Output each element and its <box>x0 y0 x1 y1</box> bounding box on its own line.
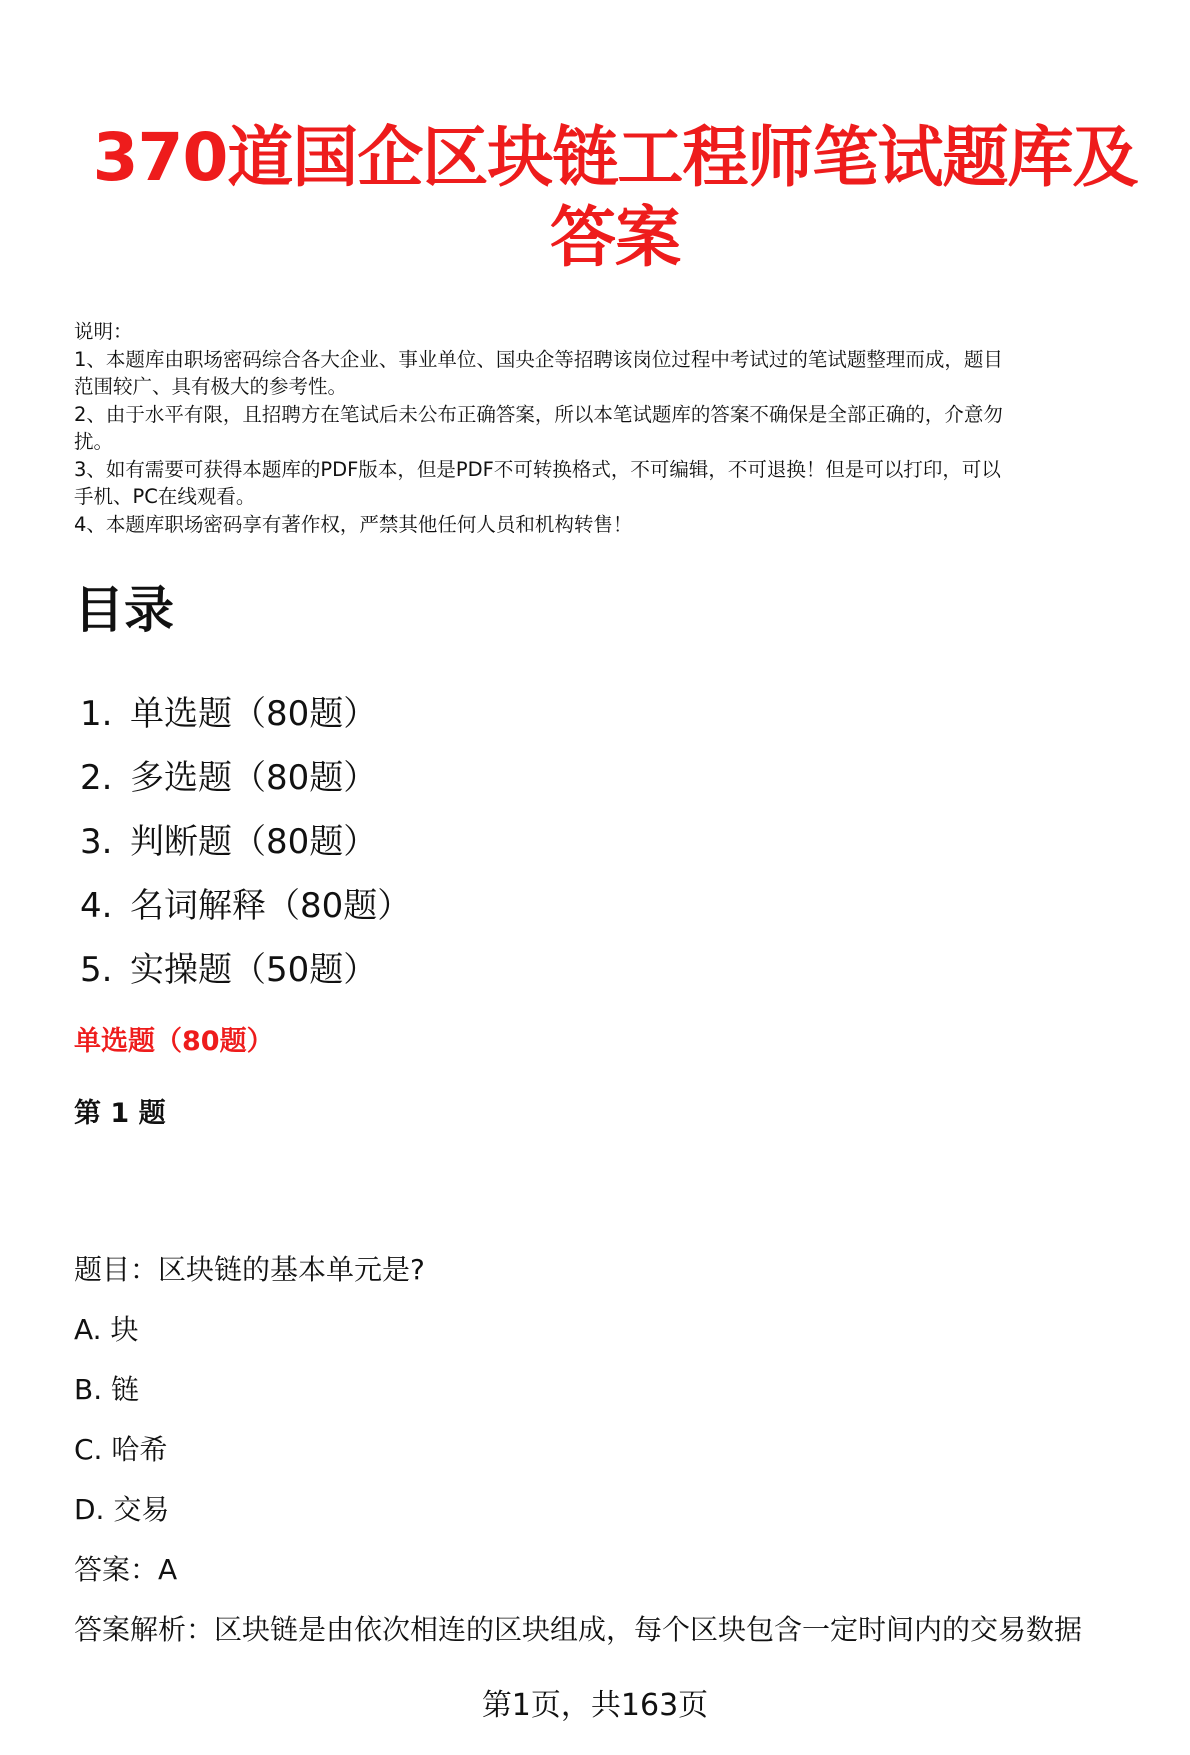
toc-item-number: 4. <box>80 886 113 926</box>
toc-item-number: 5. <box>80 950 113 990</box>
notes-line: 3、如有需要可获得本题库的PDF版本，但是PDF不可转换格式，不可编辑，不可退换！但是可以打印，可以 <box>74 457 1001 481</box>
title-line-1: 370道国企区块链工程师笔试题库及 <box>92 119 1138 196</box>
notes-line: 4、本题库职场密码享有著作权，严禁其他任何人员和机构转售！ <box>74 512 633 536</box>
notes-label: 说明： <box>74 320 133 343</box>
toc-item-number: 2. <box>80 758 113 798</box>
option-d: D. 交易 <box>74 1493 170 1526</box>
notes-line: 1、本题库由职场密码综合各大企业、事业单位、国央企等招聘该岗位过程中考试过的笔试题整理而成，题目 <box>74 347 1003 371</box>
table-of-contents <box>80 682 411 1002</box>
toc-heading: 目录 <box>74 581 174 639</box>
notes-line: 扰。 <box>74 430 114 453</box>
notes-block <box>74 318 1154 538</box>
question-number: 第 1 题 <box>74 1098 166 1129</box>
answer-explanation: 答案解析：区块链是由依次相连的区块组成，每个区块包含一定时间内的交易数据 <box>74 1613 1083 1646</box>
section-heading: 单选题（80题） <box>74 1026 274 1057</box>
option-b: B. 链 <box>74 1373 140 1406</box>
toc-item-label: 实操题（50题） <box>130 950 378 990</box>
toc-item-label: 单选题（80题） <box>130 694 378 734</box>
title-line-2: 答案 <box>550 199 680 276</box>
option-c: C. 哈希 <box>74 1433 168 1466</box>
toc-item-label: 名词解释（80题） <box>130 886 412 926</box>
toc-item-practical[interactable] <box>80 938 411 1002</box>
toc-item-number: 1. <box>80 694 113 734</box>
toc-item-term-definition[interactable] <box>80 874 411 938</box>
toc-item-number: 3. <box>80 822 113 862</box>
document-title <box>60 118 1170 278</box>
notes-line: 2、由于水平有限，且招聘方在笔试后未公布正确答案，所以本笔试题库的答案不确保是全部正确的，介意勿 <box>74 402 1003 426</box>
toc-item-multiple-choice[interactable] <box>80 746 411 810</box>
notes-line: 范围较广、具有极大的参考性。 <box>74 375 348 398</box>
option-a: A. 块 <box>74 1313 139 1346</box>
notes-line: 手机、PC在线观看。 <box>74 485 256 508</box>
toc-item-true-false[interactable] <box>80 810 411 874</box>
toc-item-label: 多选题（80题） <box>130 758 378 798</box>
question-body <box>74 1240 1164 1660</box>
toc-item-label: 判断题（80题） <box>130 822 378 862</box>
toc-item-single-choice[interactable] <box>80 682 411 746</box>
page-number-footer: 第1页，共163页 <box>481 1688 709 1723</box>
question-stem: 题目：区块链的基本单元是? <box>74 1253 425 1286</box>
answer: 答案：A <box>74 1553 178 1586</box>
